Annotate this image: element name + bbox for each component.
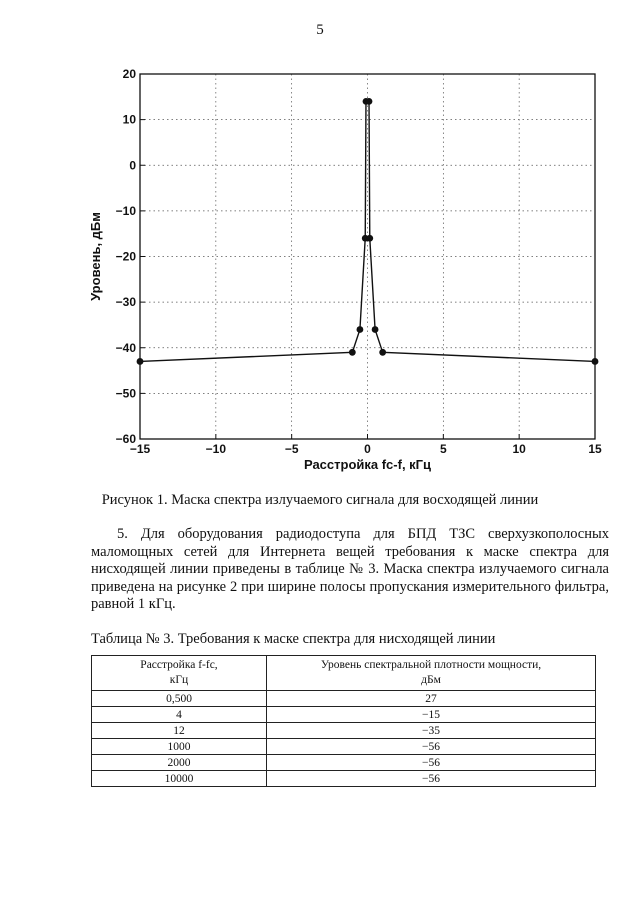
data-point [366, 235, 373, 242]
spectrum-mask-chart [78, 60, 618, 480]
cell-offset: 2000 [92, 755, 267, 771]
header-level-line1: Уровень спектральной плотности мощности, [320, 659, 542, 671]
chart-svg [78, 60, 618, 480]
cell-offset: 4 [92, 707, 267, 723]
data-point [379, 349, 386, 356]
cell-level: −56 [267, 755, 596, 771]
header-offset-line2: кГц [169, 674, 189, 686]
y-tick-label: 20 [122, 67, 136, 81]
cell-offset: 0,500 [92, 691, 267, 707]
table-row [92, 691, 596, 707]
y-tick-label: −10 [115, 203, 136, 218]
cell-level: −35 [267, 723, 596, 739]
cell-offset: 10000 [92, 771, 267, 787]
table-row [92, 755, 596, 771]
x-tick-label: 0 [364, 442, 371, 456]
cell-level: −56 [267, 739, 596, 755]
cell-level: −56 [267, 771, 596, 787]
y-tick-label: −40 [115, 340, 136, 355]
table-row [92, 707, 596, 723]
header-offset [92, 656, 267, 691]
x-tick-label: −10 [205, 442, 227, 456]
data-point [592, 358, 599, 365]
page-number: 5 [316, 22, 324, 38]
x-tick-label: −15 [129, 442, 151, 456]
requirements-table [91, 655, 596, 787]
cell-level: 27 [267, 691, 596, 707]
y-axis-label: Уровень, дБм [88, 212, 103, 301]
table-row [92, 771, 596, 787]
y-tick-label: −20 [115, 249, 136, 264]
x-axis-label: Расстройка fc-f, кГц [303, 457, 432, 472]
y-tick-label: 0 [129, 158, 136, 173]
header-offset-line1: Расстройка f-fc, [140, 659, 218, 671]
y-tick-label: 10 [122, 112, 136, 127]
data-point [137, 358, 144, 365]
cell-offset: 1000 [92, 739, 267, 755]
table-header-row [92, 656, 596, 691]
y-tick-label: −30 [115, 295, 136, 310]
x-tick-label: 15 [588, 442, 602, 456]
table-row [92, 723, 596, 739]
header-level [267, 656, 596, 691]
header-level-line2: дБм [421, 674, 441, 686]
figure-caption: Рисунок 1. Маска спектра излучаемого сигнала для восходящей линии [101, 492, 539, 508]
body-paragraph: 5. Для оборудования радиодоступа для БПД ТЗС сверхузкополосных маломощных сетей для Интернета вещей требования к маске спектра для нисходящей линии приведены в таблице № 3. Маска спектра излучаемого сигнала приведена на рисунке 2 при ширине полосы пропускания измерительного фильтра, равной 1 кГц. [91, 526, 609, 612]
x-tick-label: 10 [512, 442, 526, 456]
cell-offset: 12 [92, 723, 267, 739]
data-point [357, 326, 364, 333]
x-tick-label: 5 [439, 442, 447, 456]
cell-level: −15 [267, 707, 596, 723]
data-point [349, 349, 356, 356]
table-title: Таблица № 3. Требования к маске спектра для нисходящей линии [91, 631, 496, 647]
y-tick-label: −60 [115, 432, 136, 446]
table-row [92, 739, 596, 755]
x-tick-label: −5 [284, 442, 299, 456]
data-point [372, 326, 379, 333]
y-tick-label: −50 [115, 386, 136, 401]
data-point [366, 98, 373, 105]
